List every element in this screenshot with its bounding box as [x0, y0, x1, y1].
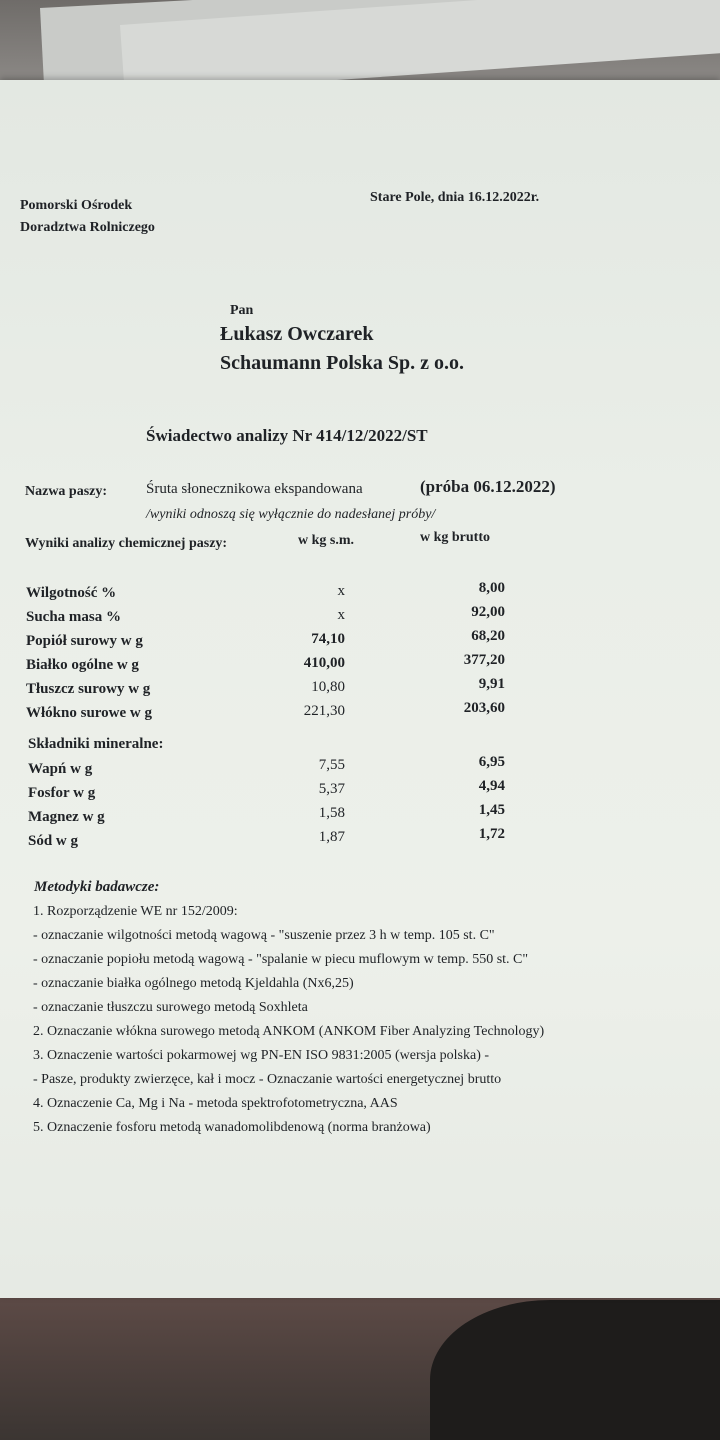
results-label: Wyniki analizy chemicznej paszy:	[25, 536, 228, 551]
methods-header: Metodyki badawcze:	[34, 879, 160, 895]
recipient-company: Schaumann Polska Sp. z o.o.	[220, 352, 464, 374]
mineral-dm: 1,87	[318, 829, 345, 845]
row-dm: 221,30	[303, 703, 345, 719]
background-shadow	[430, 1300, 720, 1440]
mineral-dm: 1,58	[318, 805, 345, 821]
method-item: 4. Oznaczenie Ca, Mg i Na - metoda spektrofotometryczna, AAS	[33, 1096, 398, 1111]
recipient-salutation: Pan	[230, 303, 254, 318]
method-item: - oznaczanie tłuszczu surowego metodą Soxhleta	[33, 1000, 308, 1015]
sender-line-1: Pomorski Ośrodek	[20, 198, 133, 213]
row-gross: 377,20	[463, 652, 505, 668]
mineral-gross: 1,45	[478, 802, 505, 818]
row-dm: x	[337, 583, 345, 599]
method-item: 5. Oznaczenie fosforu metodą wanadomolibdenową (norma branżowa)	[33, 1120, 431, 1135]
mineral-gross: 6,95	[478, 754, 505, 770]
method-item: 2. Oznaczanie włókna surowego metodą ANKOM (ANKOM Fiber Analyzing Technology)	[33, 1024, 545, 1039]
method-item: 3. Oznaczenie wartości pokarmowej wg PN-EN ISO 9831:2005 (wersja polska) -	[33, 1048, 490, 1063]
feed-sample: (próba 06.12.2022)	[420, 477, 556, 496]
mineral-name: Magnez w g	[28, 809, 105, 825]
mineral-gross: 4,94	[478, 778, 505, 794]
method-item: 1. Rozporządzenie WE nr 152/2009:	[33, 904, 238, 919]
column-header-dm: w kg s.m.	[298, 533, 355, 548]
mineral-dm: 5,37	[318, 781, 345, 797]
row-name: Tłuszcz surowy w g	[26, 681, 151, 697]
row-name: Włókno surowe w g	[26, 705, 152, 721]
method-item: - Pasze, produkty zwierzęce, kał i mocz - Oznaczanie wartości energetycznej brutto	[33, 1072, 502, 1087]
method-item: - oznaczanie wilgotności metodą wagową - "suszenie przez 3 h w temp. 105 st. C"	[33, 928, 495, 943]
row-name: Popiół surowy w g	[26, 633, 143, 649]
certificate-title: Świadectwo analizy Nr 414/12/2022/ST	[146, 426, 428, 445]
column-header-gross: w kg brutto	[420, 530, 491, 545]
feed-name: Śruta słonecznikowa ekspandowana	[146, 481, 363, 497]
row-gross: 68,20	[471, 628, 505, 644]
feed-label: Nazwa paszy:	[25, 484, 108, 499]
minerals-header: Składniki mineralne:	[28, 736, 164, 752]
row-dm: 74,10	[311, 631, 345, 647]
row-dm: 410,00	[303, 655, 345, 671]
row-dm: x	[337, 607, 345, 623]
mineral-name: Sód w g	[28, 833, 79, 849]
row-name: Wilgotność %	[26, 585, 117, 601]
mineral-name: Wapń w g	[28, 761, 93, 777]
row-name: Białko ogólne w g	[26, 657, 139, 673]
row-gross: 203,60	[463, 700, 505, 716]
feed-note: /wyniki odnoszą się wyłącznie do nadesłanej próby/	[146, 507, 436, 522]
mineral-dm: 7,55	[318, 757, 345, 773]
row-gross: 9,91	[478, 676, 505, 692]
recipient-name: Łukasz Owczarek	[220, 323, 374, 345]
row-gross: 92,00	[471, 604, 505, 620]
row-name: Sucha masa %	[26, 609, 122, 625]
mineral-name: Fosfor w g	[28, 785, 96, 801]
document-page	[0, 80, 720, 1298]
method-item: - oznaczanie białka ogólnego metodą Kjeldahla (Nx6,25)	[33, 976, 354, 991]
mineral-gross: 1,72	[478, 826, 505, 842]
row-dm: 10,80	[311, 679, 345, 695]
method-item: - oznaczanie popiołu metodą wagową - "spalanie w piecu muflowym w temp. 550 st. C"	[33, 952, 529, 967]
sender-line-2: Doradztwa Rolniczego	[20, 220, 155, 235]
row-gross: 8,00	[478, 580, 505, 596]
place-date: Stare Pole, dnia 16.12.2022r.	[370, 190, 540, 205]
